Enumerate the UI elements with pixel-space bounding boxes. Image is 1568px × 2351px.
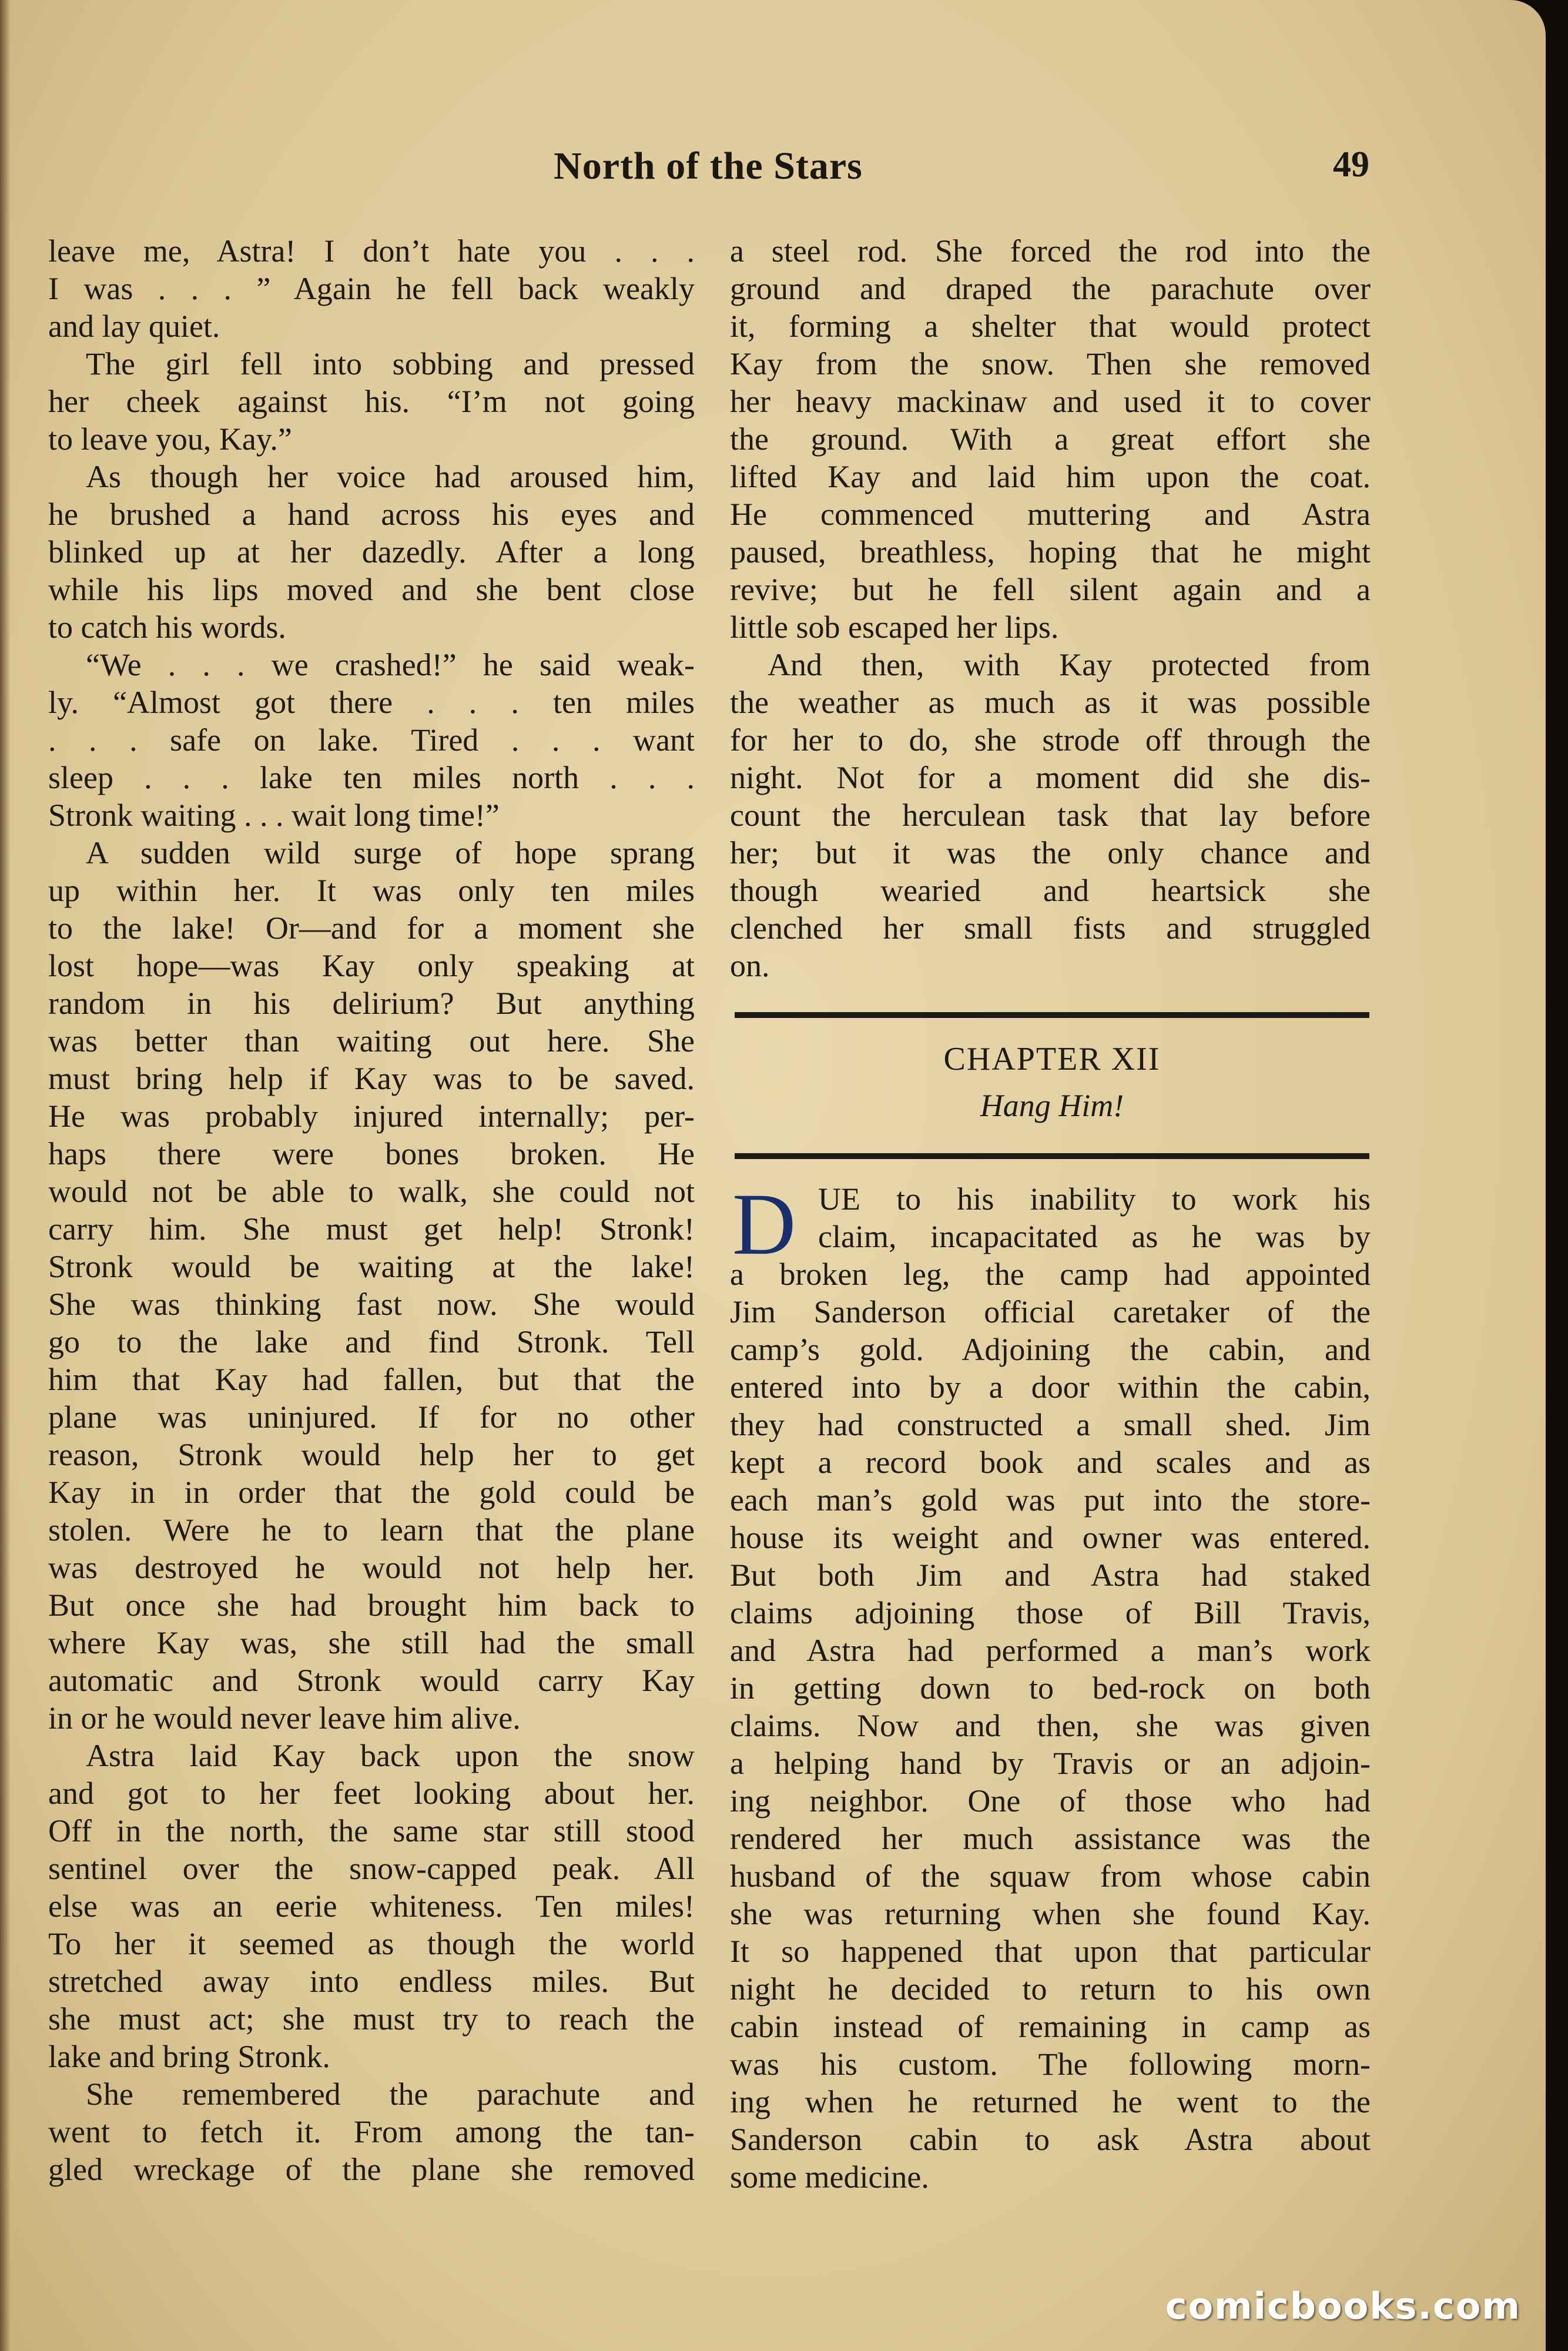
- text-line: some medicine.: [730, 2159, 929, 2195]
- text-line: to catch his words.: [48, 609, 286, 645]
- text-line: leave me, Astra! I don’t hate you . . .: [48, 233, 695, 269]
- text-line: She remembered the parachute and: [86, 2077, 695, 2112]
- text-line: stolen. Were he to learn that the plane: [48, 1512, 695, 1548]
- text-line: random in his delirium? But anything: [48, 986, 695, 1021]
- text-line: As though her voice had aroused him,: [86, 459, 695, 494]
- text-line: A sudden wild surge of hope sprang: [86, 835, 695, 870]
- text-line: cabin instead of remaining in camp as: [730, 2009, 1371, 2044]
- text-line: where Kay was, she still had the small: [48, 1625, 695, 1660]
- text-line: Off in the north, the same star still stood: [48, 1813, 695, 1848]
- text-line: paused, breathless, hoping that he might: [730, 534, 1371, 570]
- text-line: And then, with Kay protected from: [768, 647, 1371, 682]
- text-line: Kay in in order that the gold could be: [48, 1475, 695, 1510]
- spine-shadow: [0, 0, 11, 2351]
- text-line: in or he would never leave him alive.: [48, 1700, 521, 1736]
- text-line: kept a record book and scales and as: [730, 1445, 1371, 1480]
- text-line: sleep . . . lake ten miles north . . .: [48, 760, 695, 795]
- text-line: But once she had brought him back to: [48, 1588, 695, 1623]
- text-line: and got to her feet looking about her.: [48, 1776, 695, 1811]
- page-header: [47, 144, 1369, 197]
- text-line: Sanderson cabin to ask Astra about: [730, 2122, 1371, 2157]
- text-line: To her it seemed as though the world: [48, 1926, 695, 1961]
- text-line: haps there were bones broken. He: [48, 1136, 695, 1171]
- text-line: him that Kay had fallen, but that the: [48, 1362, 695, 1397]
- text-line: plane was uninjured. If for no other: [48, 1399, 695, 1435]
- text-line: a steel rod. She forced the rod into the: [730, 233, 1371, 269]
- text-line: lake and bring Stronk.: [48, 2039, 330, 2074]
- chapter-rule-bottom: [735, 1153, 1369, 1159]
- text-line: went to fetch it. From among the tan-: [48, 2114, 695, 2149]
- text-line: reason, Stronk would help her to get: [48, 1437, 695, 1472]
- text-line: Stronk waiting . . . wait long time!”: [48, 798, 500, 833]
- text-line: Jim Sanderson official caretaker of the: [730, 1294, 1371, 1329]
- text-line: they had constructed a small shed. Jim: [730, 1407, 1371, 1442]
- left-column: [48, 232, 695, 2188]
- text-line: He commenced muttering and Astra: [730, 497, 1371, 532]
- text-line: must bring help if Kay was to be saved.: [48, 1061, 695, 1096]
- text-line: But both Jim and Astra had staked: [730, 1558, 1371, 1593]
- text-line: ground and draped the parachute over: [730, 271, 1371, 306]
- text-line: else was an eerie whiteness. Ten miles!: [48, 1888, 695, 1924]
- right-column-bottom: [730, 1176, 1371, 2196]
- text-line: Kay from the snow. Then she removed: [730, 346, 1371, 381]
- text-line: It so happened that upon that particular: [730, 1934, 1371, 1969]
- text-line: sentinel over the snow-capped peak. All: [48, 1851, 695, 1886]
- text-line: revive; but he fell silent again and a: [730, 572, 1371, 607]
- text-line: automatic and Stronk would carry Kay: [48, 1663, 695, 1698]
- text-line: her; but it was the only chance and: [730, 835, 1371, 870]
- text-line: in getting down to bed-rock on both: [730, 1670, 1371, 1706]
- text-line: The girl fell into sobbing and pressed: [86, 346, 695, 381]
- text-line: house its weight and owner was entered.: [730, 1520, 1371, 1555]
- chapter-rule-top: [735, 1012, 1369, 1018]
- text-line: she must act; she must try to reach the: [48, 2001, 695, 2037]
- text-line: I was . . . ” Again he fell back weakly: [48, 271, 695, 306]
- text-line: each man’s gold was put into the store-: [730, 1482, 1371, 1518]
- page-number: 49: [1333, 145, 1369, 185]
- text-line: claims. Now and then, she was given: [730, 1708, 1371, 1743]
- running-title: North of the Stars: [554, 145, 863, 187]
- text-line: lifted Kay and laid him upon the coat.: [730, 459, 1371, 494]
- chapter-title: Hang Him!: [980, 1088, 1124, 1123]
- text-line: entered into by a door within the cabin,: [730, 1369, 1371, 1405]
- text-line: the weather as much as it was possible: [730, 685, 1371, 720]
- text-line: night. Not for a moment did she dis-: [730, 760, 1371, 795]
- text-line: blinked up at her dazedly. After a long: [48, 534, 695, 570]
- text-line: and Astra had performed a man’s work: [730, 1633, 1371, 1668]
- text-line: husband of the squaw from whose cabin: [730, 1858, 1371, 1894]
- text-line: on.: [730, 948, 770, 983]
- text-line: . . . safe on lake. Tired . . . want: [48, 722, 695, 758]
- text-line: “We . . . we crashed!” he said weak-: [86, 647, 695, 682]
- text-line: would not be able to walk, she could not: [48, 1174, 695, 1209]
- text-line: camp’s gold. Adjoining the cabin, and: [730, 1332, 1371, 1367]
- text-line: little sob escaped her lips.: [730, 609, 1059, 645]
- text-line: lost hope—was Kay only speaking at: [48, 948, 695, 983]
- text-line: claims adjoining those of Bill Travis,: [730, 1595, 1371, 1630]
- text-line: and lay quiet.: [48, 309, 220, 344]
- site-watermark: comicbooks.com: [1165, 2285, 1521, 2327]
- text-line: He was probably injured internally; per-: [48, 1099, 695, 1134]
- text-line: carry him. She must get help! Stronk!: [48, 1211, 695, 1247]
- text-line: a broken leg, the camp had appointed: [730, 1257, 1371, 1292]
- text-line: Stronk would be waiting at the lake!: [48, 1249, 695, 1284]
- text-line: ing when he returned he went to the: [730, 2084, 1371, 2119]
- text-line: She was thinking fast now. She would: [48, 1287, 695, 1322]
- text-line: UE to his inability to work his: [818, 1181, 1371, 1217]
- right-column-top: [730, 232, 1371, 984]
- text-line: gled wreckage of the plane she removed: [48, 2152, 695, 2187]
- text-line: while his lips moved and she bent close: [48, 572, 695, 607]
- text-line: ly. “Almost got there . . . ten miles: [48, 685, 695, 720]
- text-line: he brushed a hand across his eyes and: [48, 497, 695, 532]
- text-line: her cheek against his. “I’m not going: [48, 384, 695, 419]
- text-line: stretched away into endless miles. But: [48, 1964, 695, 1999]
- text-line: though wearied and heartsick she: [730, 873, 1371, 908]
- text-line: ing neighbor. One of those who had: [730, 1783, 1371, 1818]
- text-line: was better than waiting out here. She: [48, 1023, 695, 1059]
- text-line: for her to do, she strode off through the: [730, 722, 1371, 758]
- text-line: to leave you, Kay.”: [48, 421, 292, 457]
- text-line: a helping hand by Travis or an adjoin-: [730, 1746, 1371, 1781]
- text-line: she was returning when she found Kay.: [730, 1896, 1371, 1931]
- text-line: clenched her small fists and struggled: [730, 910, 1371, 946]
- text-line: was his custom. The following morn-: [730, 2047, 1371, 2082]
- text-line: was destroyed he would not help her.: [48, 1550, 695, 1585]
- text-line: count the herculean task that lay before: [730, 798, 1371, 833]
- text-line: her heavy mackinaw and used it to cover: [730, 384, 1371, 419]
- text-line: it, forming a shelter that would protect: [730, 309, 1371, 344]
- text-line: go to the lake and find Stronk. Tell: [48, 1324, 695, 1359]
- text-line: Astra laid Kay back upon the snow: [86, 1738, 695, 1773]
- text-line: up within her. It was only ten miles: [48, 873, 695, 908]
- drop-cap: D: [732, 1176, 796, 1273]
- text-line: night he decided to return to his own: [730, 1971, 1371, 2007]
- text-line: claim, incapacitated as he was by: [818, 1219, 1371, 1254]
- text-line: rendered her much assistance was the: [730, 1821, 1371, 1856]
- text-line: the ground. With a great effort she: [730, 421, 1371, 457]
- chapter-number: CHAPTER XII: [943, 1041, 1161, 1077]
- text-line: to the lake! Or—and for a moment she: [48, 910, 695, 946]
